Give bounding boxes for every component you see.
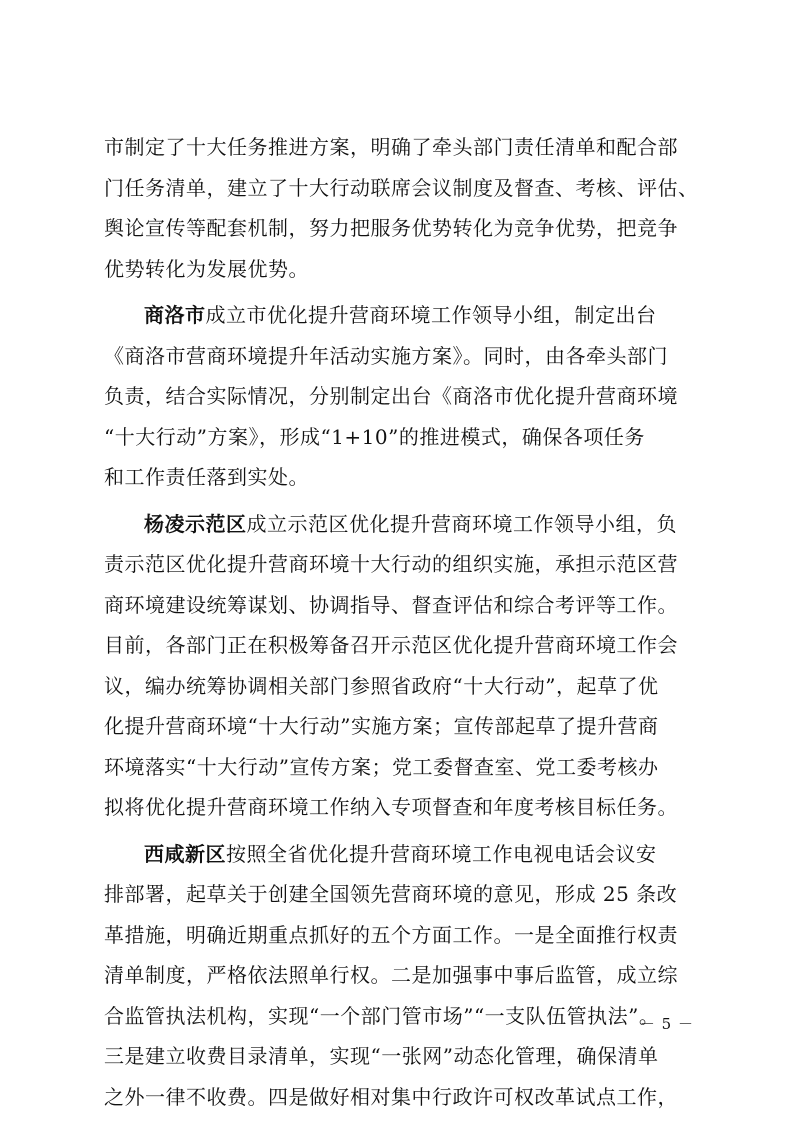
text-line-body: 成立市优化提升营商环境工作领导小组，制定出台 [205, 303, 657, 327]
text-line: 负责，结合实际情况，分别制定出台《商洛市优化提升营商环境 [104, 384, 678, 408]
text-line: 门任务清单，建立了十大行动联席会议制度及督查、考核、评估、 [104, 175, 699, 200]
text-line: 化提升营商环境“十大行动”实施方案；宣传部起草了提升营商 [104, 714, 659, 738]
paragraph-lead: 西咸新区 [144, 841, 226, 866]
text-line: 《商洛市营商环境提升年活动实施方案》。同时，由各牵头部门 [104, 343, 668, 368]
paragraph-xixian [104, 834, 694, 1118]
body-text [104, 127, 699, 1117]
paragraph-yangling [104, 504, 694, 828]
text-line: 拟将优化提升营商环境工作纳入专项督查和年度考核目标任务。 [104, 795, 678, 819]
text-line [104, 295, 694, 336]
text-line: 三是建立收费目录清单，实现“一张网”动态化管理，确保清单 [104, 1044, 659, 1068]
text-line: 合监管执法机构，实现“一个部门管市场”“一支队伍管执法”。 [104, 1003, 660, 1028]
text-line: 商环境建设统筹谋划、协调指导、督查评估和综合考评等工作。 [104, 592, 678, 617]
text-line: 清单制度，严格依法照单行权。二是加强事中事后监管，成立综 [104, 963, 678, 987]
text-line: 环境落实“十大行动”宣传方案；党工委督查室、党工委考核办 [104, 754, 659, 779]
text-line: 和工作责任落到实处。 [104, 465, 309, 489]
text-line-body: 按照全省优化提升营商环境工作电视电话会议安 [226, 841, 657, 866]
text-line: 责示范区优化提升营商环境十大行动的组织实施，承担示范区营 [104, 552, 678, 576]
text-line [104, 504, 694, 545]
text-line: 排部署，起草关于创建全国领先营商环境的意见，形成 25 条改 [104, 882, 678, 906]
paragraph-continuation [104, 127, 699, 289]
text-line: 优势转化为发展优势。 [104, 256, 309, 281]
text-line: 革措施，明确近期重点抓好的五个方面工作。一是全面推行权责 [104, 922, 678, 947]
text-line [104, 834, 694, 875]
paragraph-lead: 商洛市 [144, 303, 206, 327]
text-line-body: 成立示范区优化提升营商环境工作领导小组，负 [246, 511, 677, 536]
text-line: 目前，各部门正在积极筹备召开示范区优化提升营商环境工作会 [104, 633, 678, 657]
paragraph-shangluo [104, 295, 694, 498]
text-line: 舆论宣传等配套机制，努力把服务优势转化为竞争优势，把竞争 [104, 216, 678, 240]
page-number: － 5 － [639, 1015, 694, 1033]
paragraph-lead: 杨凌示范区 [144, 511, 247, 536]
text-line: 市制定了十大任务推进方案，明确了牵头部门责任清单和配合部 [104, 135, 678, 159]
text-line: “十大行动”方案》，形成“1+10”的推进模式，确保各项任务 [104, 424, 645, 449]
text-line: 议，编办统筹协调相关部门参照省政府“十大行动”，起草了优 [104, 673, 659, 698]
text-line: 之外一律不收费。四是做好相对集中行政许可权改革试点工作， [104, 1084, 678, 1109]
